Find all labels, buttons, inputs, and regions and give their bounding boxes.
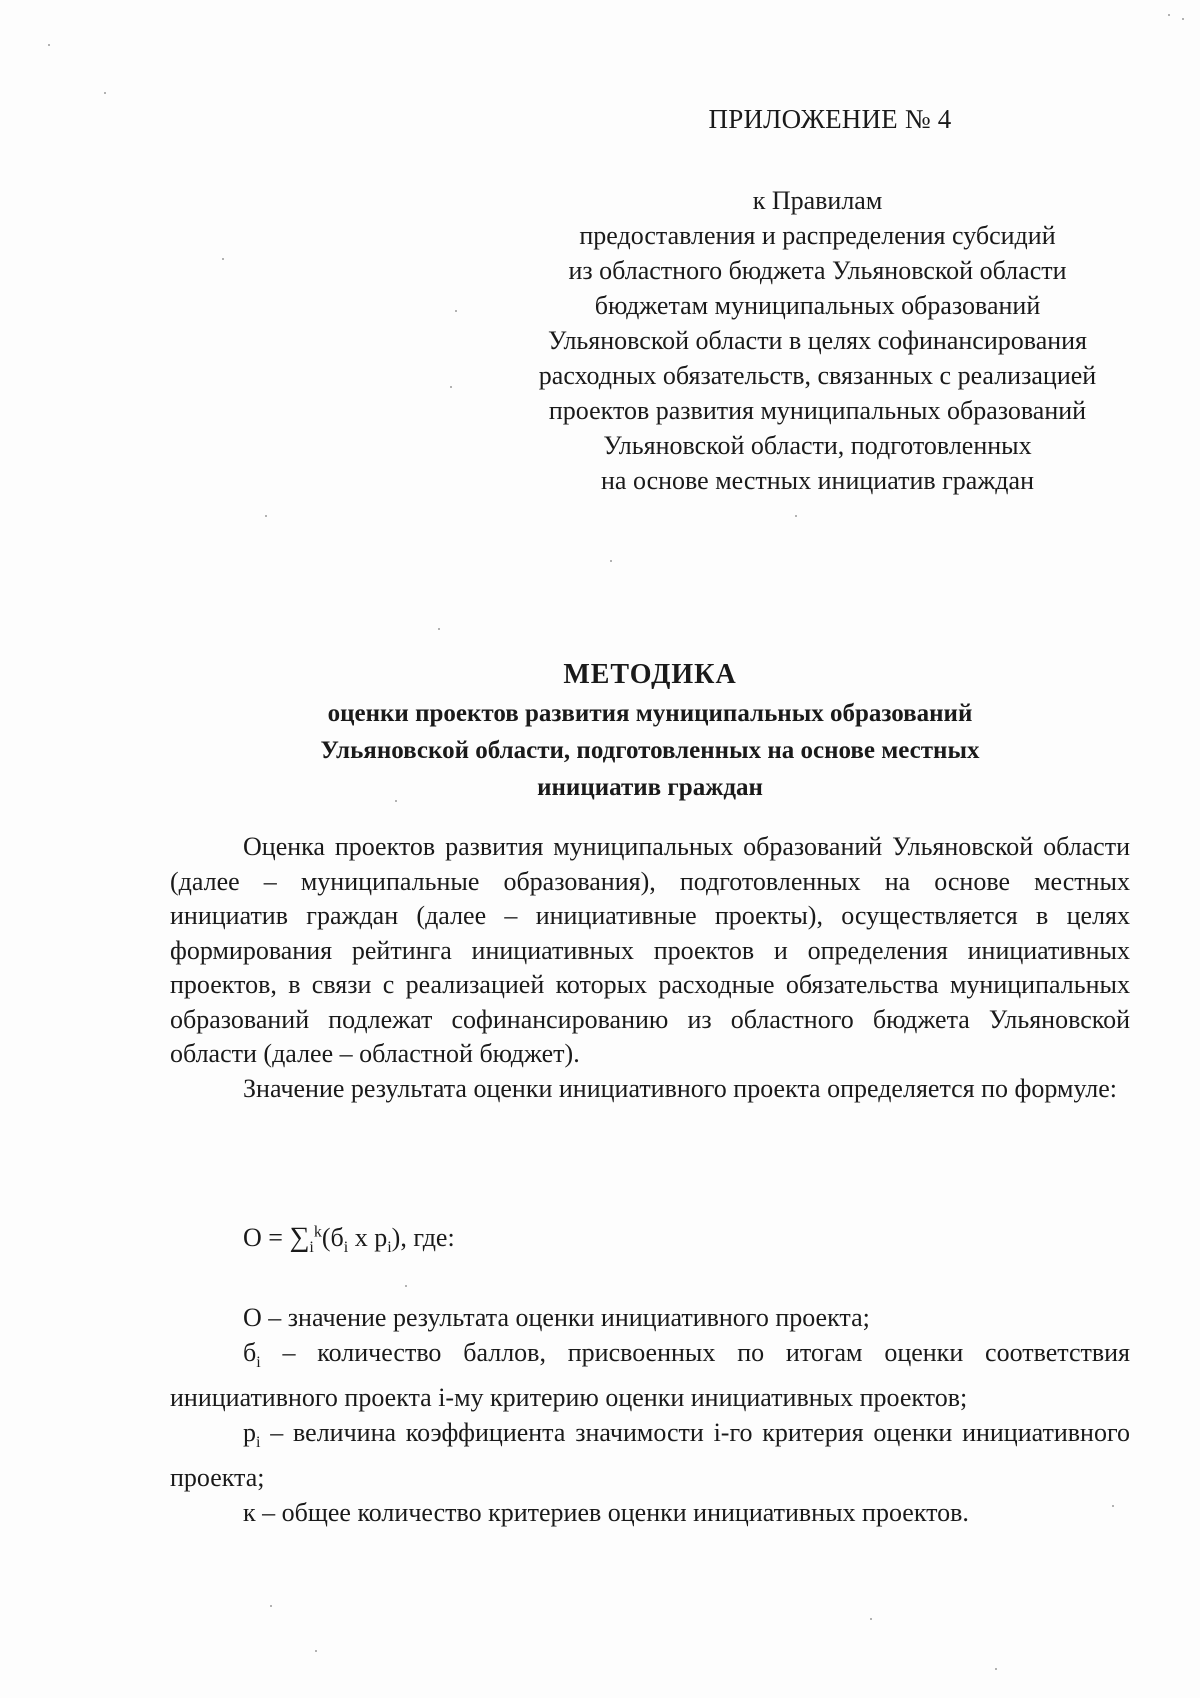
- definition-b: [170, 1335, 1130, 1415]
- scan-speck: [1112, 1505, 1114, 1507]
- scan-speck: [1182, 18, 1184, 20]
- appendix-reference-line: к Правилам: [752, 186, 883, 215]
- appendix-reference-line: Ульяновской области в целях софинансирования: [547, 326, 1088, 355]
- appendix-reference-line: Ульяновской области, подготовленных: [603, 431, 1032, 460]
- scan-speck: [610, 560, 612, 562]
- definition-p: [170, 1415, 1130, 1495]
- formula-close: ), где:: [391, 1223, 455, 1252]
- appendix-reference-line: бюджетам муниципальных образований: [594, 291, 1041, 320]
- title-main: МЕТОДИКА: [563, 659, 737, 690]
- appendix-number: ПРИЛОЖЕНИЕ № 4: [708, 104, 952, 134]
- b-index: i: [343, 1239, 349, 1257]
- definition-k: к – общее количество критериев оценки инициативных проектов.: [243, 1498, 969, 1528]
- title-subtitle: [170, 695, 1130, 806]
- appendix-reference-line: проектов развития муниципальных образований: [548, 396, 1087, 425]
- appendix-reference-line: предоставления и распределения субсидий: [579, 221, 1056, 250]
- definition-p-text: – величина коэффициента значимости i-го критерия оценки инициативного проекта;: [170, 1418, 1130, 1493]
- definition-b-index: i: [256, 1354, 261, 1372]
- scan-speck: [395, 800, 397, 802]
- scan-speck: [270, 1605, 272, 1607]
- title-subtitle-line: Ульяновской области, подготовленных на основе местных: [320, 737, 980, 764]
- paragraph-formula-intro: Значение результата оценки инициативного проекта определяется по формуле:: [243, 1073, 1118, 1103]
- scan-speck: [48, 44, 50, 46]
- sum-symbol: ∑: [289, 1222, 310, 1253]
- scan-speck: [995, 1668, 997, 1670]
- paragraph-assessment-purpose: Оценка проектов развития муниципальных образований Ульяновской области (далее – муниципальные образования), подготовленных на основе местных инициатив граждан (далее – инициативные проекты), осуществляется в целях формирования рейтинга инициативных проектов и определения инициативных проектов, в связи с реализацией которых расходные обязательства муниципальных образований подлежат софинансированию из областного бюджета Ульяновской области (далее – областной бюджет).: [170, 832, 1130, 1068]
- formula-times: x p: [348, 1223, 388, 1252]
- scan-speck: [405, 1285, 407, 1287]
- scan-speck: [438, 628, 440, 630]
- formula-lhs: О =: [243, 1223, 290, 1252]
- assessment-formula: [243, 1222, 455, 1257]
- scan-speck: [104, 92, 106, 94]
- scan-speck: [455, 310, 457, 312]
- formula-open: (б: [321, 1223, 344, 1252]
- scan-speck: [795, 515, 797, 517]
- appendix-reference-line: из областного бюджета Ульяновской области: [568, 256, 1067, 285]
- definition-b-symbol: б: [243, 1338, 257, 1367]
- scan-speck: [265, 515, 267, 517]
- title-subtitle-line: инициатив граждан: [537, 774, 763, 801]
- scan-speck: [450, 386, 452, 388]
- scan-speck: [1168, 14, 1170, 16]
- definition-o: О – значение результата оценки инициативного проекта;: [243, 1303, 870, 1332]
- definition-b-text: – количество баллов, присвоенных по итогам оценки соответствия инициативного проекта i-му критерию оценки инициативных проектов;: [170, 1338, 1130, 1413]
- p-index: i: [387, 1239, 392, 1257]
- sum-lower-index: i: [309, 1239, 314, 1257]
- definition-p-index: i: [256, 1434, 261, 1452]
- appendix-reference: [505, 183, 1130, 498]
- appendix-reference-line: расходных обязательств, связанных с реализацией: [538, 361, 1097, 390]
- scan-speck: [222, 258, 224, 260]
- scan-speck: [315, 1650, 317, 1652]
- body-text: [170, 830, 1130, 1106]
- document-title: [170, 655, 1130, 806]
- sum-upper-index: k: [313, 1223, 322, 1241]
- definition-p-symbol: p: [243, 1418, 256, 1448]
- title-subtitle-line: оценки проектов развития муниципальных образований: [327, 700, 973, 727]
- appendix-reference-line: на основе местных инициатив граждан: [601, 466, 1034, 495]
- formula-definitions: [170, 1300, 1130, 1530]
- scan-speck: [870, 1618, 872, 1620]
